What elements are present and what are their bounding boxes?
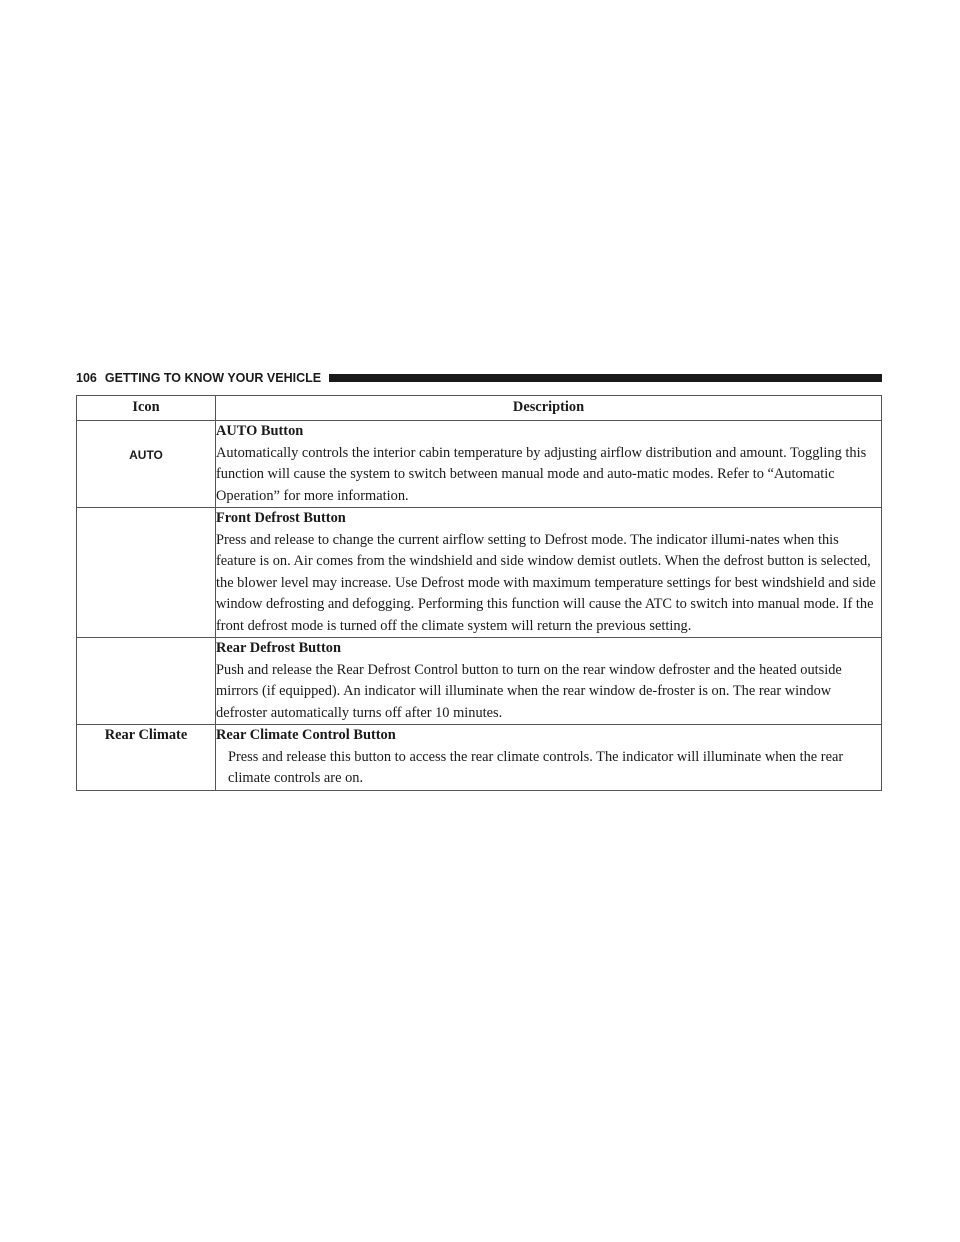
auto-icon: AUTO — [129, 448, 163, 462]
rear-climate-icon: Rear Climate — [104, 727, 188, 743]
table-row — [77, 421, 882, 508]
table-row — [77, 638, 882, 725]
icon-cell — [77, 508, 216, 638]
description-cell — [216, 638, 882, 725]
table-header-row — [77, 396, 882, 421]
controls-table — [76, 395, 882, 791]
icon-cell — [77, 638, 216, 725]
table-row — [77, 725, 882, 791]
row-title: Rear Defrost Button — [216, 640, 341, 656]
row-title: AUTO Button — [216, 423, 304, 439]
description-cell — [216, 421, 882, 508]
description-cell — [216, 508, 882, 638]
row-body: Press and release this button to access the rear climate controls. The indicator will illuminate when the rear climate controls are on. — [228, 748, 844, 786]
header-rule — [329, 374, 882, 382]
row-body: Press and release to change the current airflow setting to Defrost mode. The indicator illumi-nates when this feature is on. Air comes from the windshield and side window demist outlets. When the defrost button is selected, the blower level may increase. Use Defrost mode with maximum temperature settings for best windshield and side window defrosting and defogging. Performing this function will cause the ATC to switch into manual mode. If the front defrost mode is turned off the climate system will return the previous setting. — [216, 531, 876, 634]
table-row — [77, 508, 882, 638]
icon-cell — [77, 421, 216, 508]
column-header-icon: Icon — [77, 396, 216, 421]
row-body: Automatically controls the interior cabin temperature by adjusting airflow distribution and amount. Toggling this function will cause the system to switch between manual mode and auto-matic modes. Refer to “Automatic Operation” for more information. — [216, 444, 867, 504]
row-title: Rear Climate Control Button — [216, 727, 396, 743]
row-body: Push and release the Rear Defrost Control button to turn on the rear window defroster and the heated outside mirrors (if equipped). An indicator will illuminate when the rear window de-froster is on. The rear window defroster automatically turns off after 10 minutes. — [216, 661, 842, 721]
row-title: Front Defrost Button — [216, 510, 346, 526]
page-number: 106 — [76, 371, 97, 385]
column-header-description: Description — [216, 396, 882, 421]
page-header — [76, 369, 882, 387]
section-title: GETTING TO KNOW YOUR VEHICLE — [104, 371, 322, 385]
icon-cell — [77, 725, 216, 791]
description-cell — [216, 725, 882, 791]
